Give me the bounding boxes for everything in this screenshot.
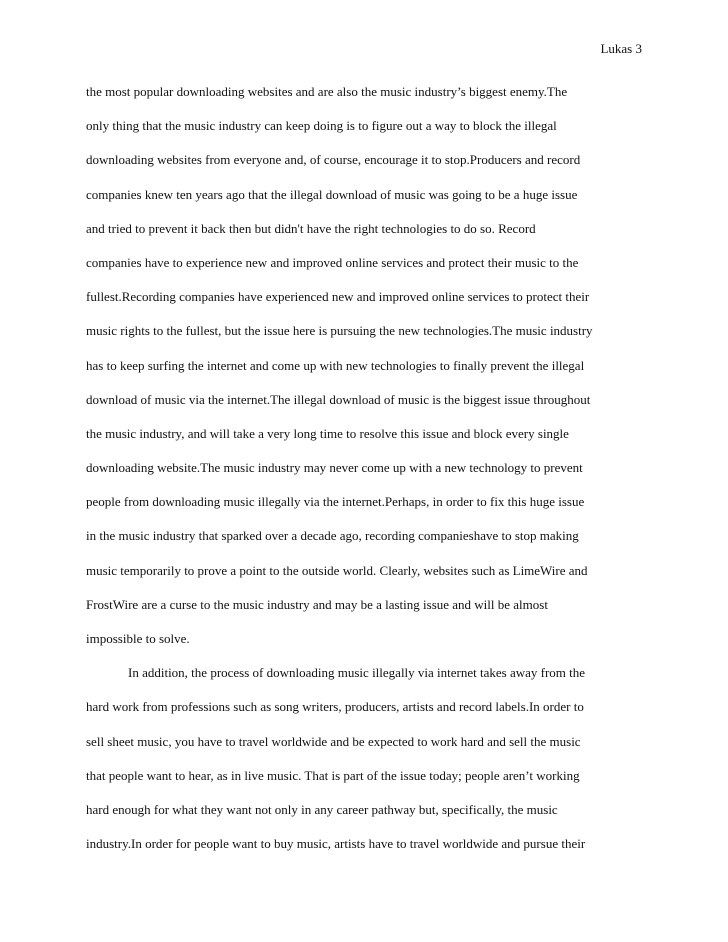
text-line: download of music via the internet.The illegal download of music is the biggest issue throughout: [86, 391, 591, 407]
text-line: impossible to solve.: [86, 631, 190, 646]
text-line: and tried to prevent it back then but didn't have the right technologies to do so. Record: [86, 220, 536, 236]
text-line: sell sheet music, you have to travel worldwide and be expected to work hard and sell the music: [86, 733, 581, 749]
body-text: [86, 84, 656, 870]
text-line: hard work from professions such as song writers, producers, artists and record labels.In order to: [86, 699, 584, 715]
running-head: Lukas 3: [600, 41, 642, 56]
text-line: people from downloading music illegally via the internet.Perhaps, in order to fix this huge issue: [86, 494, 585, 510]
text-line: in the music industry that sparked over a decade ago, recording companieshave to stop making: [86, 528, 579, 544]
text-line: only thing that the music industry can keep doing is to figure out a way to block the illegal: [86, 118, 557, 134]
text-line: hard enough for what they want not only in any career pathway but, specifically, the music: [86, 801, 558, 817]
text-line: music temporarily to prove a point to the outside world. Clearly, websites such as LimeWire and: [86, 562, 588, 578]
text-line: that people want to hear, as in live music. That is part of the issue today; people aren’t working: [86, 767, 580, 783]
text-line: has to keep surfing the internet and come up with new technologies to finally prevent the illegal: [86, 357, 585, 373]
text-line: companies knew ten years ago that the illegal download of music was going to be a huge issue: [86, 186, 578, 202]
text-line: the most popular downloading websites and are also the music industry’s biggest enemy.The: [86, 84, 568, 99]
text-line: the music industry, and will take a very long time to resolve this issue and block every single: [86, 425, 569, 441]
text-line: FrostWire are a curse to the music industry and may be a lasting issue and will be almost: [86, 596, 548, 612]
text-line: music rights to the fullest, but the issue here is pursuing the new technologies.The music industry: [86, 323, 593, 339]
text-line: downloading websites from everyone and, of course, encourage it to stop.Producers and record: [86, 152, 581, 168]
text-line: downloading website.The music industry may never come up with a new technology to prevent: [86, 460, 583, 476]
text-line: industry.In order for people want to buy music, artists have to travel worldwide and pursue their: [86, 836, 586, 852]
text-line: companies have to experience new and improved online services and protect their music to the: [86, 254, 579, 270]
text-line: fullest.Recording companies have experienced new and improved online services to protect their: [86, 289, 590, 305]
paragraph-first-line: In addition, the process of downloading music illegally via internet takes away from the: [128, 665, 586, 681]
